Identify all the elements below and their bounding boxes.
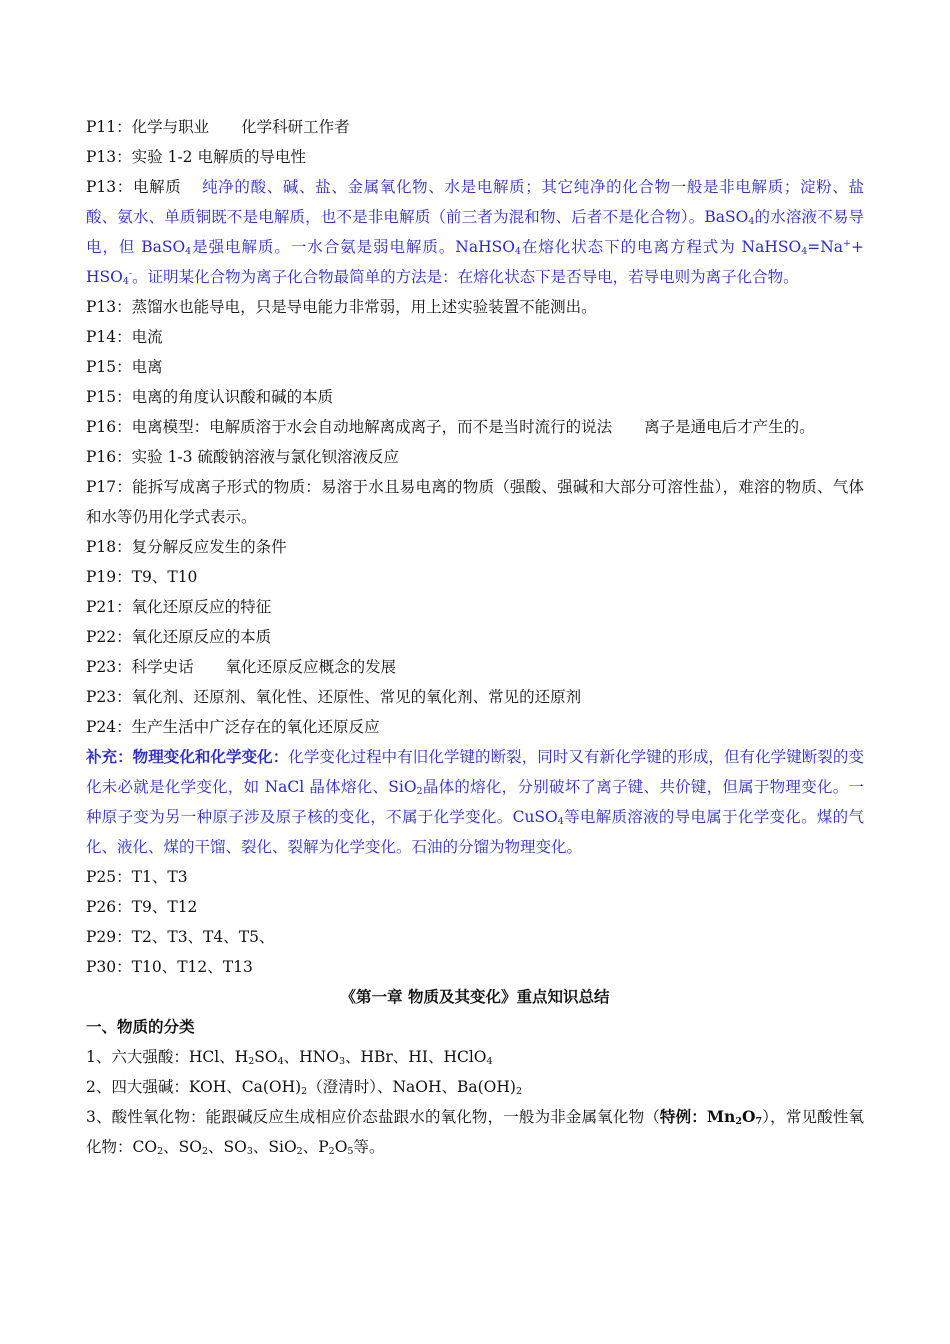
note-p30: P30：T10、T12、T13 bbox=[86, 958, 253, 976]
note-label: P13：电解质 bbox=[86, 178, 182, 196]
special-case: 特例：$Mn_2O_7$ bbox=[659, 1107, 763, 1127]
list-item-acidic-oxides: 3、酸性氧化物：能跟碱反应生成相应价态盐跟水的氧化物，一般为非金属氧化物（特例：$Mn_2O_7$），常见酸性氧化物：$CO_2$、$SO_2$、$SO_3$、SiO$_2$、$P_2O_5$等。 bbox=[86, 1107, 864, 1157]
note-p25: P25：T1、T3 bbox=[86, 868, 188, 886]
note-text: 化学科研工作者 bbox=[241, 118, 350, 136]
note-p22: P22：氧化还原反应的本质 bbox=[86, 628, 272, 646]
note-text: P11：化学与职业 bbox=[86, 118, 210, 136]
note-p21: P21：氧化还原反应的特征 bbox=[86, 598, 272, 616]
note-p23-agents: P23：氧化剂、还原剂、氧化性、还原性、常见的氧化剂、常见的还原剂 bbox=[86, 688, 582, 706]
note-p17: P17：能拆写成离子形式的物质：易溶于水且易电离的物质（强酸、强碱和大部分可溶性盐），难溶的物质、气体和水等仍用化学式表示。 bbox=[86, 478, 864, 526]
note-p16-model: P16：电离模型：电解质溶于水会自动地解离成离子，而不是当时流行的说法 离子是通电后才产生的。 bbox=[86, 418, 815, 436]
list-item-strong-bases: 2、四大强碱：KOH、$Ca(OH)_2$（澄清时）、NaOH、$Ba(OH)_2$ bbox=[86, 1078, 522, 1097]
note-p16-experiment: P16：实验 1-3 硫酸钠溶液与氯化钡溶液反应 bbox=[86, 448, 399, 466]
note-p19: P19：T9、T10 bbox=[86, 568, 198, 586]
note-p13-electrolyte bbox=[86, 172, 864, 292]
electrolyte-explanation: 纯净的酸、碱、盐、金属氧化物、水是电解质；其它纯净的化合物一般是非电解质；淀粉、盐酸、氨水、单质铜既不是电解质，也不是非电解质（前三者为混和物、后者不是化合物）。BaSO$_4$的水溶液不易导电，但 BaSO$_4$是强电解质。一水合氨是弱电解质。NaHSO$_4$在熔化状态下的电离方程式为 NaHSO$_4$=Na++ $HSO_4^-$。证明某化合物为离子化合物最简单的方法是：在熔化状态下是否导电，若导电则为离子化合物。 bbox=[86, 178, 865, 287]
note-p15-ionization: P15：电离 bbox=[86, 358, 163, 376]
document-page bbox=[86, 112, 864, 1162]
note-p26: P26：T9、T12 bbox=[86, 898, 198, 916]
note-p14: P14：电流 bbox=[86, 328, 163, 346]
chapter-title: 《第一章 物质及其变化》重点知识总结 bbox=[340, 987, 610, 1006]
note-p13-water: P13：蒸馏水也能导电，只是导电能力非常弱，用上述实验装置不能测出。 bbox=[86, 298, 597, 316]
note-p13-experiment: P13：实验 1-2 电解质的导电性 bbox=[86, 148, 306, 166]
section-heading: 一、物质的分类 bbox=[86, 1017, 195, 1036]
supplement-label: 补充：物理变化和化学变化： bbox=[86, 747, 289, 766]
note-p23-history: P23：科学史话 氧化还原反应概念的发展 bbox=[86, 658, 397, 676]
note-p15-acid-base: P15：电离的角度认识酸和碱的本质 bbox=[86, 388, 334, 406]
list-item-strong-acids: 1、六大强酸：HCl、$H_2SO_4$、$HNO_3$、HBr、HI、HClO$_4$ bbox=[86, 1048, 493, 1067]
note-p24: P24：生产生活中广泛存在的氧化还原反应 bbox=[86, 718, 380, 736]
note-p29: P29：T2、T3、T4、T5、 bbox=[86, 928, 275, 946]
note-p18: P18：复分解反应发生的条件 bbox=[86, 538, 287, 556]
supplement-paragraph: 补充：物理变化和化学变化：化学变化过程中有旧化学键的断裂，同时又有新化学键的形成，但有化学键断裂的变化未必就是化学变化，如 NaCl 晶体熔化、SiO$_2$晶体的熔化，分别破坏了离子键、共价键，但属于物理变化。一种原子变为另一种原子涉及原子核的变化，不属于化学变化。CuSO$_4$等电解质溶液的导电属于化学变化。煤的气化、液化、煤的干馏、裂化、裂解为化学变化。石油的分馏为物理变化。 bbox=[86, 747, 864, 856]
note-p11 bbox=[86, 112, 864, 142]
